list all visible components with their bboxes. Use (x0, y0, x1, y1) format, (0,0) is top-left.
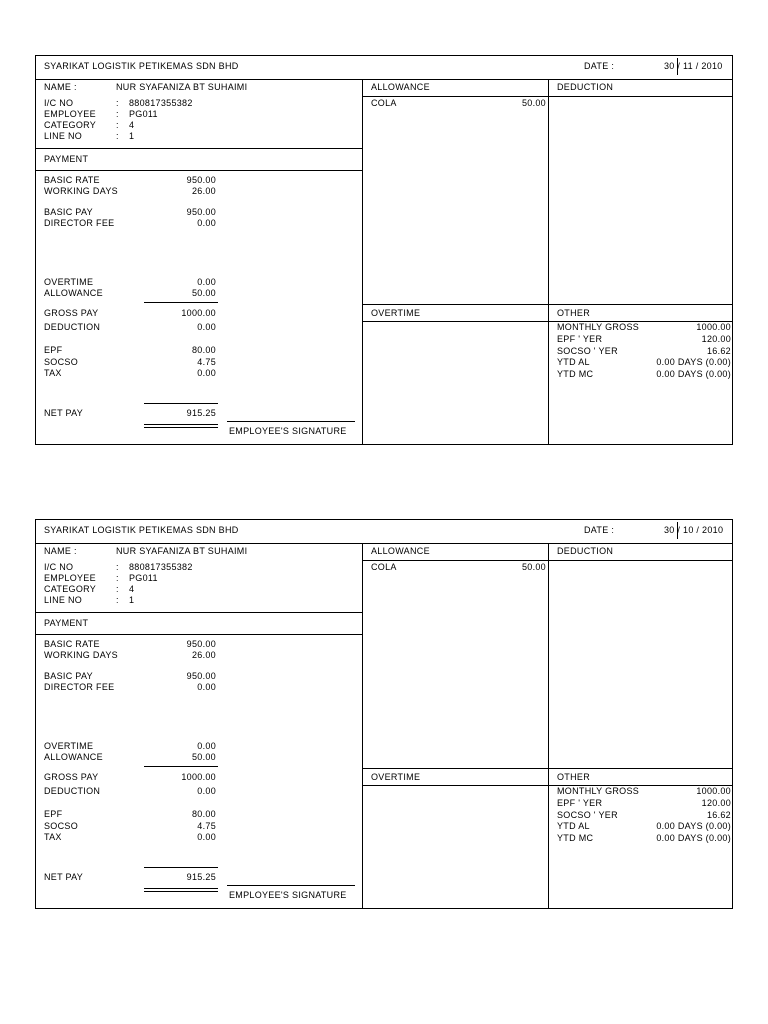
epf-label: EPF (44, 345, 63, 355)
allowance-label: ALLOWANCE (44, 752, 103, 762)
director-fee-label: DIRECTOR FEE (44, 218, 115, 228)
date-value: 30 / 11 / 2010 (664, 61, 723, 71)
net-pay-top-line (144, 403, 218, 404)
deduction-header: DEDUCTION (557, 82, 614, 92)
net-pay-double-line (144, 891, 218, 892)
epf-yer-value: 120.00 (701, 798, 731, 808)
line-no-label: LINE NO (44, 595, 83, 605)
payment-header: PAYMENT (44, 154, 89, 164)
allowance-value: 50.00 (191, 288, 216, 298)
socso-label: SOCSO (44, 357, 79, 367)
payment-bottom-line (36, 634, 362, 635)
payslip-2 (35, 519, 733, 909)
net-pay-value: 915.25 (186, 408, 216, 418)
monthly-gross-label: MONTHLY GROSS (557, 786, 640, 796)
deduction-value: 0.00 (197, 786, 216, 796)
category-value: 4 (129, 584, 135, 594)
header-divider (36, 79, 732, 80)
line-no-label: LINE NO (44, 131, 83, 141)
ytd-mc-value: 0.00 DAYS (0.00) (656, 369, 731, 379)
allowance-item-value: 50.00 (521, 98, 546, 108)
payment-top-line (36, 612, 362, 613)
net-pay-double-line (144, 424, 218, 425)
payment-bottom-line (36, 170, 362, 171)
colon: : (116, 562, 119, 572)
working-days-label: WORKING DAYS (44, 186, 118, 196)
gross-pay-value: 1000.00 (181, 772, 216, 782)
category-value: 4 (129, 120, 135, 130)
monthly-gross-value: 1000.00 (696, 786, 731, 796)
net-pay-double-line (144, 888, 218, 889)
working-days-value: 26.00 (191, 650, 216, 660)
ytd-al-label: YTD AL (557, 821, 590, 831)
socso-yer-label: SOCSO ' YER (557, 810, 618, 820)
working-days-value: 26.00 (191, 186, 216, 196)
overtime-top-line (362, 768, 732, 769)
basic-rate-value: 950.00 (186, 639, 216, 649)
tax-label: TAX (44, 368, 62, 378)
ic-value: 880817355382 (129, 562, 193, 572)
socso-yer-value: 16.62 (706, 810, 731, 820)
name-label: NAME : (44, 82, 77, 92)
company-name: SYARIKAT LOGISTIK PETIKEMAS SDN BHD (44, 61, 239, 71)
ic-label: I/C NO (44, 98, 74, 108)
payment-header: PAYMENT (44, 618, 89, 628)
name-value: NUR SYAFANIZA BT SUHAIMI (116, 546, 248, 556)
signature-line (227, 885, 355, 886)
socso-value: 4.75 (197, 821, 216, 831)
employee-value: PG011 (129, 109, 158, 119)
epf-value: 80.00 (191, 345, 216, 355)
tax-label: TAX (44, 832, 62, 842)
deduction-label: DEDUCTION (44, 786, 101, 796)
subtotal-line (144, 302, 218, 303)
employee-label: EMPLOYEE (44, 573, 96, 583)
net-pay-label: NET PAY (44, 872, 84, 882)
allowance-item-value: 50.00 (521, 562, 546, 572)
employee-label: EMPLOYEE (44, 109, 96, 119)
overtime-header: OVERTIME (371, 308, 421, 318)
gross-pay-value: 1000.00 (181, 308, 216, 318)
colon: : (116, 98, 119, 108)
working-days-label: WORKING DAYS (44, 650, 118, 660)
deduction-header: DEDUCTION (557, 546, 614, 556)
epf-yer-label: EPF ' YER (557, 798, 603, 808)
basic-rate-label: BASIC RATE (44, 175, 100, 185)
tax-value: 0.00 (197, 368, 216, 378)
colon: : (116, 584, 119, 594)
date-label: DATE : (584, 61, 615, 71)
net-pay-label: NET PAY (44, 408, 84, 418)
column-header-line (362, 96, 732, 97)
net-pay-top-line (144, 867, 218, 868)
date-cursor (677, 58, 678, 75)
right-column-divider (548, 79, 549, 445)
signature-line (227, 421, 355, 422)
category-label: CATEGORY (44, 584, 97, 594)
subtotal-line (144, 766, 218, 767)
monthly-gross-label: MONTHLY GROSS (557, 322, 640, 332)
other-header: OTHER (557, 772, 590, 782)
overtime-header: OVERTIME (371, 772, 421, 782)
colon: : (116, 120, 119, 130)
ytd-mc-label: YTD MC (557, 369, 594, 379)
epf-yer-value: 120.00 (701, 334, 731, 344)
other-header: OTHER (557, 308, 590, 318)
gross-pay-label: GROSS PAY (44, 772, 99, 782)
ytd-mc-label: YTD MC (557, 833, 594, 843)
allowance-header: ALLOWANCE (371, 546, 430, 556)
company-name: SYARIKAT LOGISTIK PETIKEMAS SDN BHD (44, 525, 239, 535)
line-no-value: 1 (129, 595, 135, 605)
tax-value: 0.00 (197, 832, 216, 842)
date-label: DATE : (584, 525, 615, 535)
socso-value: 4.75 (197, 357, 216, 367)
ytd-al-value: 0.00 DAYS (0.00) (656, 821, 731, 831)
ic-value: 880817355382 (129, 98, 193, 108)
payment-top-line (36, 148, 362, 149)
director-fee-label: DIRECTOR FEE (44, 682, 115, 692)
right-column-divider (548, 543, 549, 909)
socso-yer-label: SOCSO ' YER (557, 346, 618, 356)
ytd-mc-value: 0.00 DAYS (0.00) (656, 833, 731, 843)
allowance-label: ALLOWANCE (44, 288, 103, 298)
allowance-item-label: COLA (371, 98, 397, 108)
net-pay-double-line (144, 427, 218, 428)
deduction-value: 0.00 (197, 322, 216, 332)
payslip-1 (35, 55, 733, 445)
employee-value: PG011 (129, 573, 158, 583)
allowance-item-label: COLA (371, 562, 397, 572)
colon: : (116, 109, 119, 119)
basic-pay-value: 950.00 (186, 207, 216, 217)
signature-label: EMPLOYEE'S SIGNATURE (229, 426, 347, 436)
date-value: 30 / 10 / 2010 (664, 525, 724, 535)
signature-label: EMPLOYEE'S SIGNATURE (229, 890, 347, 900)
director-fee-value: 0.00 (197, 218, 216, 228)
overtime-label: OVERTIME (44, 277, 94, 287)
basic-pay-value: 950.00 (186, 671, 216, 681)
name-value: NUR SYAFANIZA BT SUHAIMI (116, 82, 248, 92)
column-header-line (362, 560, 732, 561)
epf-yer-label: EPF ' YER (557, 334, 603, 344)
line-no-value: 1 (129, 131, 135, 141)
epf-label: EPF (44, 809, 63, 819)
name-label: NAME : (44, 546, 77, 556)
deduction-label: DEDUCTION (44, 322, 101, 332)
colon: : (116, 595, 119, 605)
category-label: CATEGORY (44, 120, 97, 130)
allowance-header: ALLOWANCE (371, 82, 430, 92)
basic-rate-label: BASIC RATE (44, 639, 100, 649)
overtime-top-line (362, 304, 732, 305)
overtime-value: 0.00 (197, 741, 216, 751)
overtime-label: OVERTIME (44, 741, 94, 751)
ic-label: I/C NO (44, 562, 74, 572)
socso-label: SOCSO (44, 821, 79, 831)
basic-rate-value: 950.00 (186, 175, 216, 185)
epf-value: 80.00 (191, 809, 216, 819)
gross-pay-label: GROSS PAY (44, 308, 99, 318)
header-divider (36, 543, 732, 544)
colon: : (116, 573, 119, 583)
date-cursor (677, 522, 678, 539)
left-column-divider (362, 543, 363, 909)
basic-pay-label: BASIC PAY (44, 671, 93, 681)
ytd-al-value: 0.00 DAYS (0.00) (656, 357, 731, 367)
monthly-gross-value: 1000.00 (696, 322, 731, 332)
director-fee-value: 0.00 (197, 682, 216, 692)
left-column-divider (362, 79, 363, 445)
socso-yer-value: 16.62 (706, 346, 731, 356)
basic-pay-label: BASIC PAY (44, 207, 93, 217)
net-pay-value: 915.25 (186, 872, 216, 882)
allowance-value: 50.00 (191, 752, 216, 762)
overtime-value: 0.00 (197, 277, 216, 287)
ytd-al-label: YTD AL (557, 357, 590, 367)
colon: : (116, 131, 119, 141)
